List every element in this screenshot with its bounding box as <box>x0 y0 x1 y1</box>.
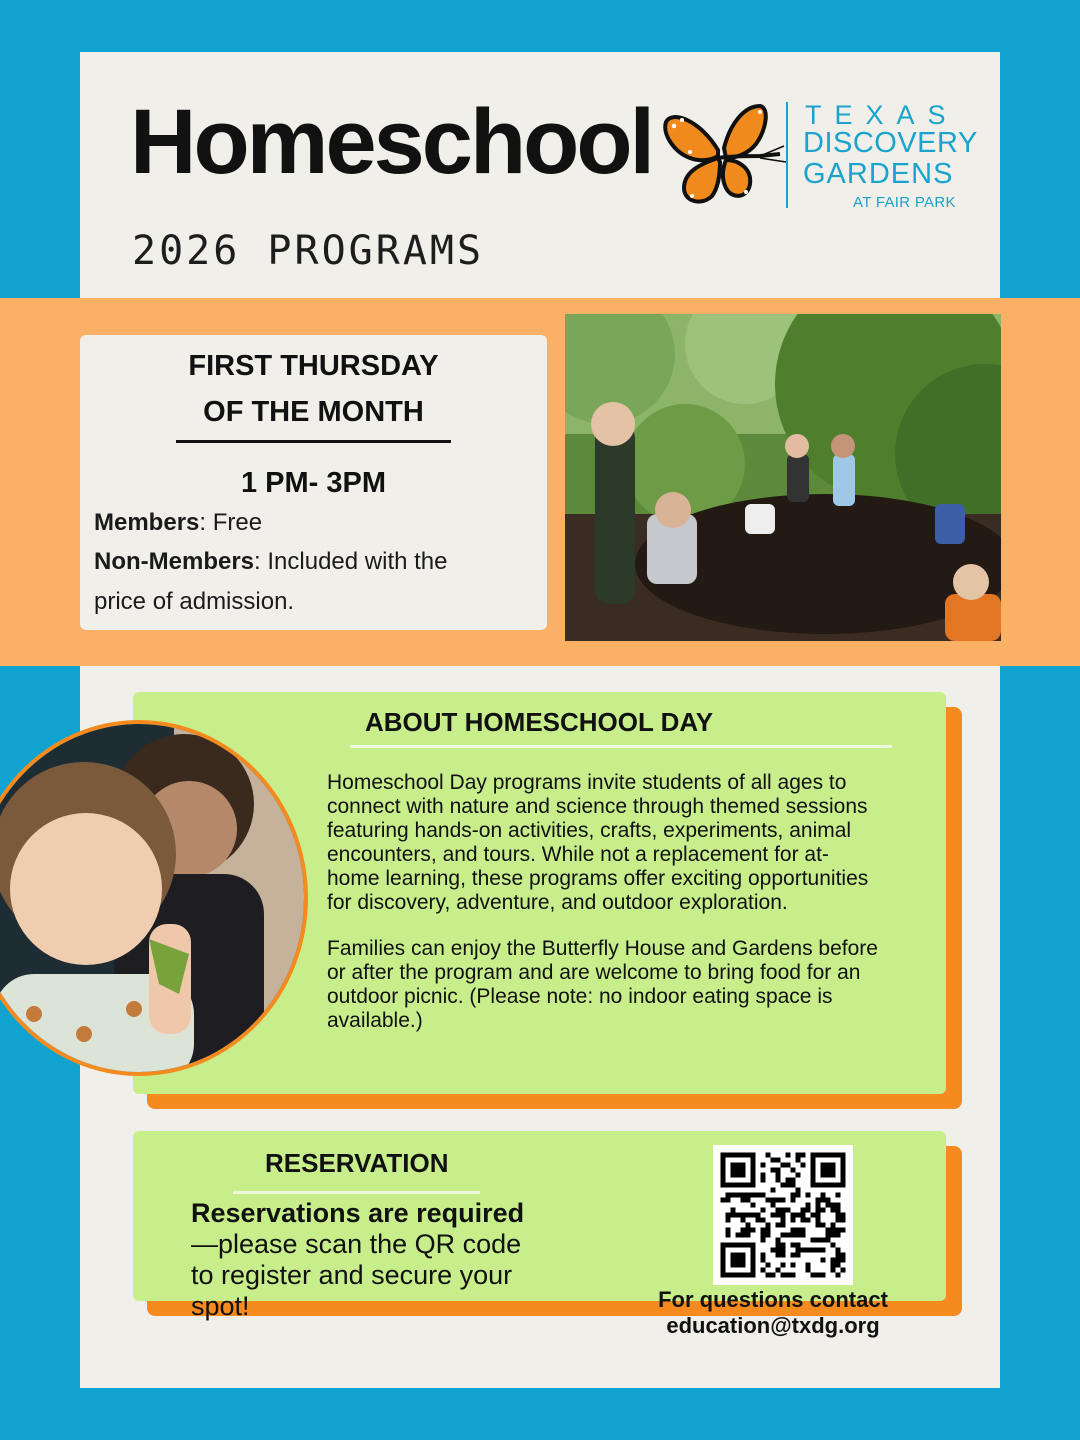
reservation-divider <box>233 1191 480 1194</box>
about-title: ABOUT HOMESCHOOL DAY <box>365 707 714 737</box>
reservation-required: Reservations are required <box>191 1198 525 1228</box>
contact-line: For questions contact <box>658 1287 888 1312</box>
logo-line-fair-park: AT FAIR PARK <box>853 194 956 211</box>
qr-code-icon <box>713 1145 853 1285</box>
members-price <box>94 509 262 537</box>
about-p1-line: encounters, and tours. While not a replacement for at- <box>327 843 829 866</box>
about-p2-line: available.) <box>327 1009 423 1032</box>
about-divider <box>350 745 892 748</box>
garden-activity-photo <box>565 314 1001 641</box>
members-value: : Free <box>199 509 263 536</box>
logo-line-gardens: GARDENS <box>803 158 954 190</box>
flyer-subtitle: 2026 PROGRAMS <box>132 228 485 274</box>
about-p1-line: for discovery, adventure, and outdoor exploration. <box>327 891 788 914</box>
about-p1-line: home learning, these programs offer exciting opportunities <box>327 867 869 890</box>
schedule-day-line2: OF THE MONTH <box>203 396 424 428</box>
flyer-title: Homeschool <box>130 91 653 193</box>
reservation-title: RESERVATION <box>265 1148 449 1178</box>
logo-divider <box>786 102 788 208</box>
nonmembers-price <box>94 548 447 576</box>
about-p2-line: Families can enjoy the Butterfly House and Gardens before <box>327 937 878 960</box>
reservation-instructions: —please scan the QR code to register and secure your spot! <box>191 1229 522 1321</box>
nonmembers-label: Non-Members <box>94 548 255 575</box>
schedule-day-line1: FIRST THURSDAY <box>188 350 439 382</box>
schedule-divider <box>176 440 451 443</box>
logo-line-texas: TEXAS <box>805 100 959 130</box>
nonmembers-value-cont: price of admission. <box>94 588 295 615</box>
reservation-text <box>191 1198 531 1322</box>
members-label: Members <box>94 509 200 536</box>
about-p1-line: connect with nature and science through themed sessions <box>327 795 868 818</box>
contact-email[interactable]: education@txdg.org <box>666 1313 880 1338</box>
registration-qr-code[interactable] <box>713 1145 853 1285</box>
about-paragraph-1 <box>327 771 947 915</box>
schedule-card <box>80 335 547 630</box>
nonmembers-value: : Included with the <box>254 548 448 575</box>
about-p2-line: outdoor picnic. (Please note: no indoor eating space is <box>327 985 833 1008</box>
schedule-time: 1 PM- 3PM <box>240 467 387 499</box>
about-p1-line: Homeschool Day programs invite students of all ages to <box>327 771 847 794</box>
contact-info <box>625 1287 921 1339</box>
about-p1-line: featuring hands-on activities, crafts, experiments, animal <box>327 819 852 842</box>
about-p2-line: or after the program and are welcome to bring food for an <box>327 961 861 984</box>
about-paragraph-2 <box>327 937 947 1033</box>
logo-line-discovery: DISCOVERY <box>803 127 978 159</box>
butterfly-icon <box>660 100 788 210</box>
